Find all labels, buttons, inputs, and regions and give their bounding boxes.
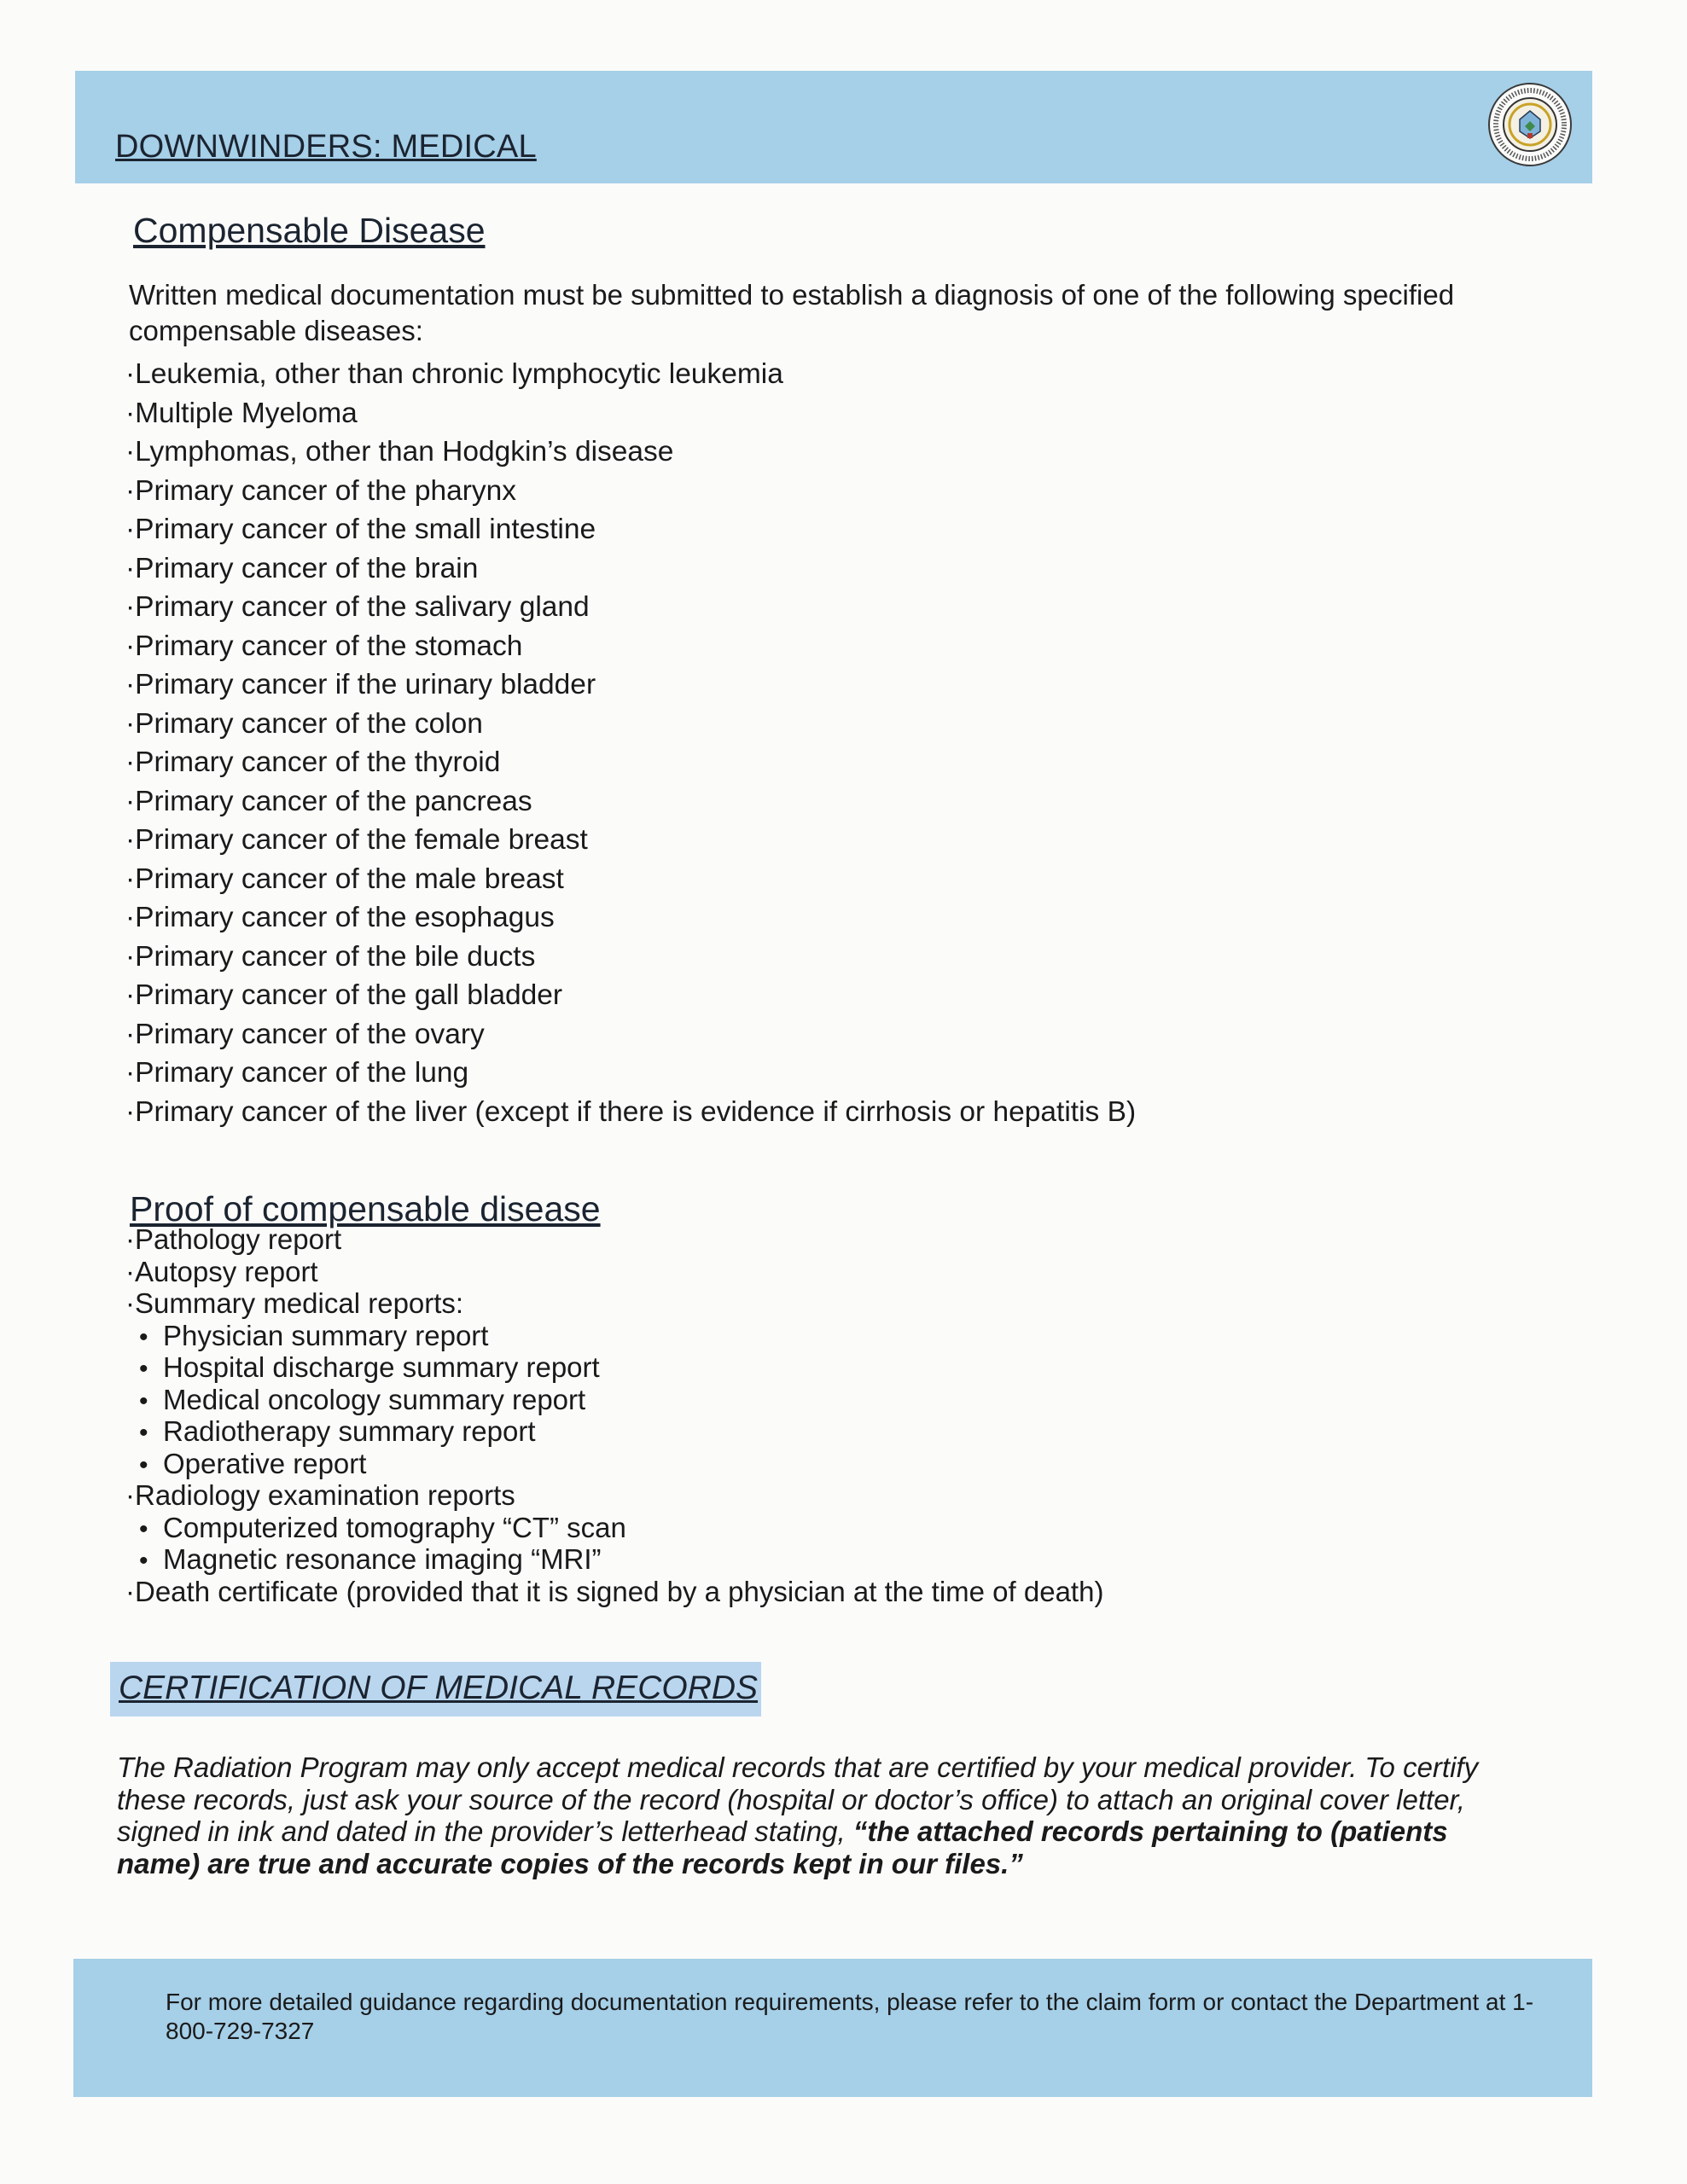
compensable-intro: Written medical documentation must be submitted to establish a diagnosis of one of the following specified compensable diseases: [129, 279, 1455, 346]
list-item: ·Primary cancer of the small intestine [125, 514, 596, 545]
certification-heading: CERTIFICATION OF MEDICAL RECORDS [119, 1670, 759, 1706]
list-item: ·Primary cancer of the stomach [125, 630, 523, 662]
list-item: ·Primary cancer of the colon [125, 707, 483, 740]
list-item: • Physician summary report [125, 1320, 1103, 1352]
list-item: ·Pathology report [125, 1223, 342, 1255]
list-item: ·Autopsy report [125, 1255, 318, 1287]
compensable-heading: Compensable Disease [133, 211, 486, 250]
list-item: ·Leukemia, other than chronic lymphocytic leukemia [125, 358, 783, 390]
list-item: ·Primary cancer of the liver (except if there is evidence if cirrhosis or hepatitis B) [125, 1095, 1137, 1128]
list-item: ·Lymphomas, other than Hodgkin’s disease [125, 436, 674, 468]
list-item: ·Primary cancer of the esophagus [125, 902, 555, 933]
list-item: ·Radiology examination reports [125, 1479, 515, 1511]
header-band [75, 71, 1592, 183]
list-item: ·Primary cancer of the brain [125, 552, 479, 584]
list-item: • Magnetic resonance imaging “MRI” [125, 1543, 1103, 1576]
list-item: ·Multiple Myeloma [125, 397, 358, 429]
tribal-seal-icon [1487, 82, 1573, 167]
page-title: DOWNWINDERS: MEDICAL [115, 129, 537, 165]
list-item: • Computerized tomography “CT” scan [125, 1512, 1103, 1544]
list-item: ·Primary cancer of the ovary [125, 1018, 485, 1050]
list-item: ·Primary cancer of the gall bladder [125, 979, 563, 1011]
certification-body: The Radiation Program may only accept medical records that are certified by your medical provider. To certify these records, just ask your source of the record (hospital or doctor’s office) to attach an original cover letter, signed in ink and dated in the provider’s letterhead stating, [117, 1751, 1479, 1847]
list-item: ·Primary cancer of the lung [125, 1057, 469, 1089]
list-item: • Hospital discharge summary report [125, 1351, 1103, 1384]
list-item: • Medical oncology summary report [125, 1384, 1103, 1416]
proof-list [125, 1223, 1103, 1607]
list-item: ·Primary cancer of the male breast [125, 863, 564, 895]
list-item: ·Primary cancer of the salivary gland [125, 591, 590, 623]
list-item: • Radiotherapy summary report [125, 1415, 1103, 1448]
disease-list [125, 355, 1136, 1131]
list-item: ·Primary cancer of the female breast [125, 824, 588, 856]
footer-text: For more detailed guidance regarding documentation requirements, please refer to the claim form or contact the Department at 1-800-729-7327 [166, 1989, 1534, 2044]
certification-band [110, 1662, 761, 1716]
list-item: • Operative report [125, 1448, 1103, 1480]
certification-text [117, 1751, 1533, 1879]
list-item: ·Primary cancer of the bile ducts [125, 940, 536, 973]
list-item: ·Death certificate (provided that it is signed by a physician at the time of death) [125, 1575, 1104, 1607]
footer-band [73, 1959, 1592, 2097]
list-item: ·Primary cancer of the thyroid [125, 746, 501, 778]
list-item: ·Primary cancer if the urinary bladder [125, 669, 596, 700]
list-item: ·Summary medical reports: [125, 1287, 464, 1319]
list-item: ·Primary cancer of the pharynx [125, 474, 517, 507]
proof-heading: Proof of compensable disease [130, 1189, 601, 1228]
list-item: ·Primary cancer of the pancreas [125, 785, 532, 817]
certification-statement: “the attached records pertaining to (patients name) are true and accurate copies of the records kept in our files.” [117, 1815, 1448, 1879]
